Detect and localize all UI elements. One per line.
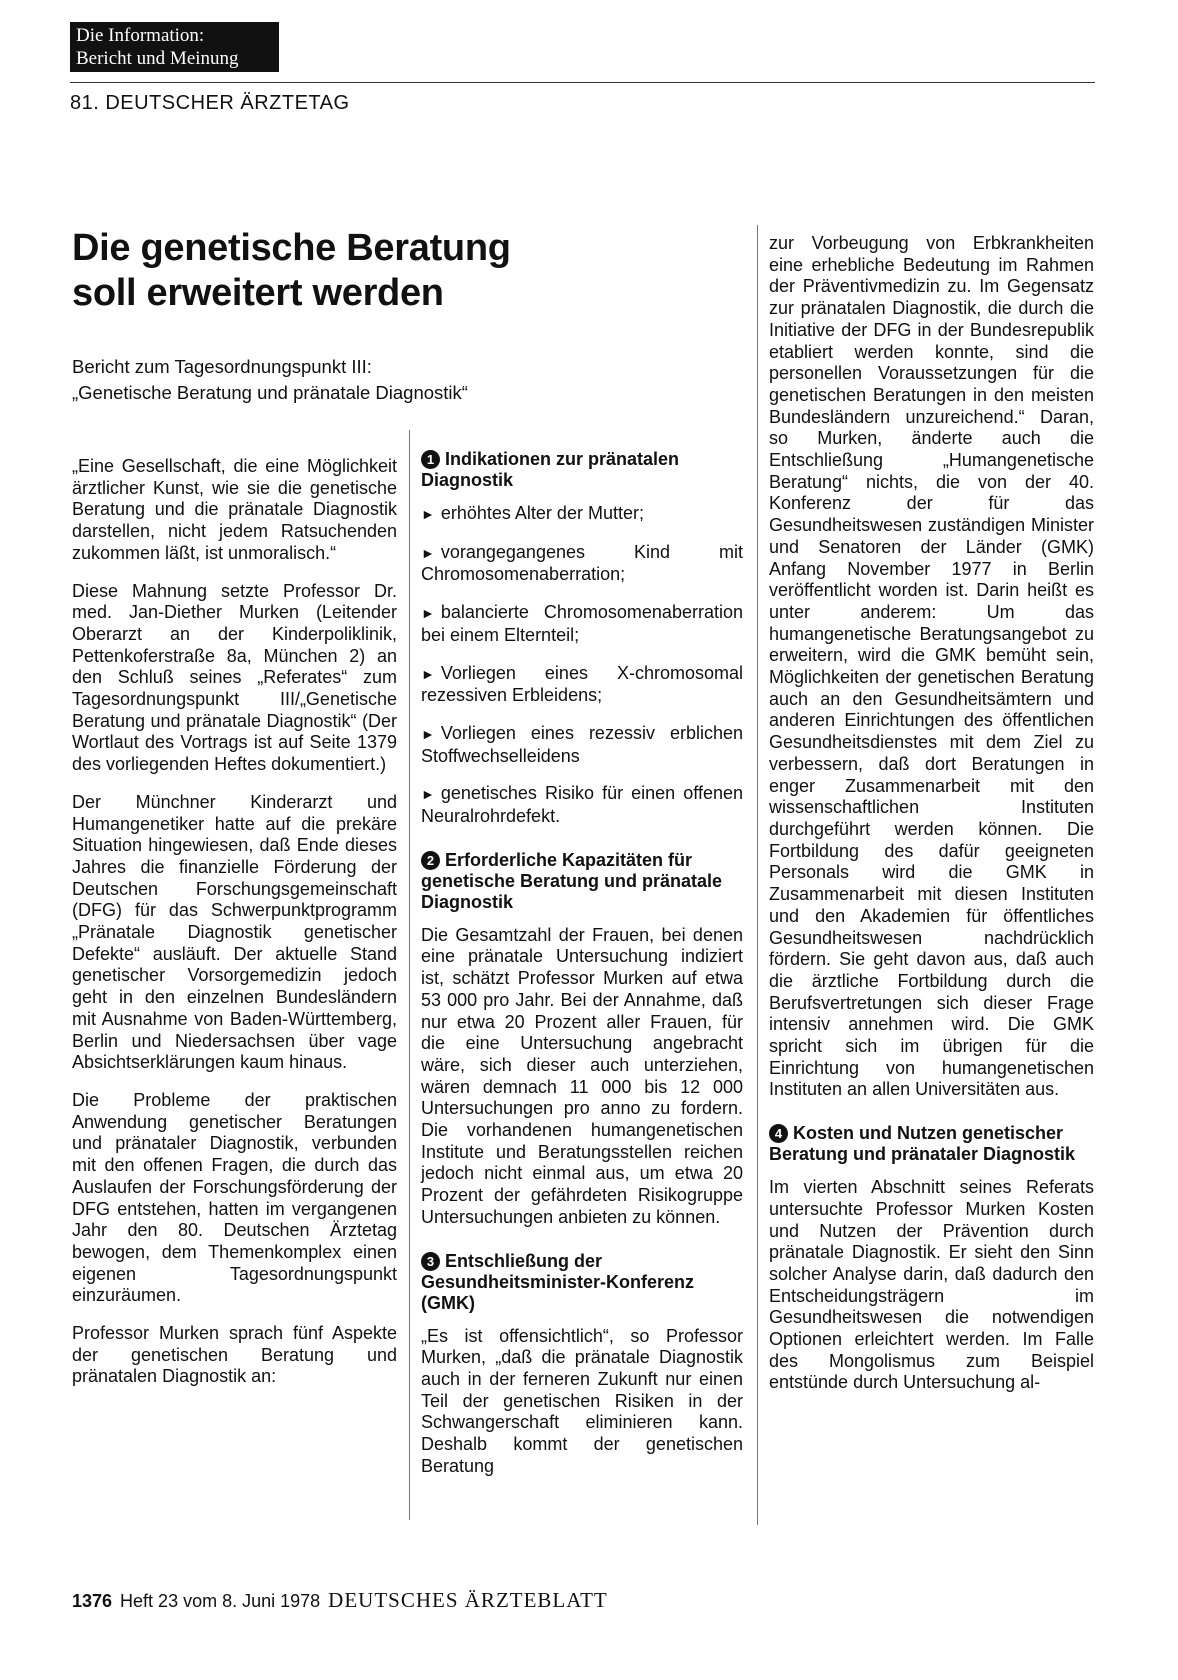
number-badge: 4 [769,1124,788,1143]
triangle-bullet-icon: ► [421,506,435,522]
list-item [421,602,743,646]
list-item-text: Vorliegen eines rezessiv erblichen Stoffwechselleidens [421,722,743,766]
subheading-4 [769,1123,1094,1165]
list-item-text: genetisches Risiko für einen offenen Neuralrohrdefekt. [421,783,743,827]
subheading-text: Indikationen zur pränatalen Diagnostik [421,449,680,490]
subtitle-line-1: Bericht zum Tagesordnungspunkt III: [72,356,372,377]
paragraph: Diese Mahnung setzte Professor Dr. med. Jan-Diether Murken (Leitender Oberarzt an der Kinderpoliklinik, Pettenkoferstraße 8a, München 2) an den Schluß seines „Referates“ zum Tagesordnungspunkt III/„Genetische Beratung und pränatale Diagnostik“ (Der Wortlaut des Vortrags ist auf Seite 1379 des vorliegenden Heftes dokumentiert.) [72,580,397,775]
triangle-bullet-icon: ► [421,665,435,682]
subheading-text: Erforderliche Kapazitäten für genetische Beratung und pränatale Diagnostik [421,849,723,912]
list-item [421,723,743,767]
triangle-bullet-icon: ► [421,544,435,561]
list-item-text: vorangegangenes Kind mit Chromosomenaberration; [421,541,743,585]
number-badge: 2 [421,851,440,870]
paragraph: Im vierten Abschnitt seines Referats untersuchte Professor Murken Kosten und Nutzen der Prävention durch pränatale Diagnostik. Er sieht den Sinn solcher Analyse darin, daß dadurch den Entscheidungsträgern im Gesundheitswesen die notwendigen Optionen erleichtert werden. Im Falle des Mongolismus zum Beispiel entstünde durch Untersuchung al- [769,1177,1094,1393]
issue-info: Heft 23 vom 8. Juni 1978 [120,1591,321,1611]
subtitle-line-2: „Genetische Beratung und pränatale Diagnostik“ [72,382,468,403]
column-1 [72,456,397,1404]
article-title [72,226,511,316]
column-3 [769,233,1094,1410]
number-badge: 1 [421,450,440,469]
paragraph: Die Gesamtzahl der Frauen, bei denen eine pränatale Untersuchung indiziert ist, schätzt Professor Murken auf etwa 53 000 pro Jahr. Bei der Annahme, daß nur etwa 20 Prozent aller Frauen, für die eine Untersuchung angebracht wäre, sich dieser auch unterziehen, wären demnach 11 000 bis 12 000 Untersuchungen pro anno zu fordern. Die vorhandenen humangenetischen Institute und Beratungsstellen reichen jedoch nicht einmal aus, um etwa 20 Prozent der gefährdeten Risikogruppe Untersuchungen anbieten zu können. [421,924,743,1227]
subheading-text: Entschließung der Gesundheitsminister-Konferenz (GMK) [421,1250,695,1313]
section-heading: 81. DEUTSCHER ÄRZTETAG [70,92,350,114]
list-item-text: Vorliegen eines X-chromosomal rezessiven Erbleidens; [421,662,743,706]
paragraph: „Eine Gesellschaft, die eine Möglichkeit ärztlicher Kunst, wie sie die genetische Beratung und die pränatale Diagnostik darstellen, nicht jedem Ratsuchenden zukommen läßt, ist unmoralisch.“ [72,456,397,563]
list-item-text: erhöhtes Alter der Mutter; [440,503,644,523]
number-badge: 3 [421,1252,440,1271]
rubric-line-1: Die Information: [76,25,205,46]
paragraph: zur Vorbeugung von Erbkrankheiten eine erhebliche Bedeutung im Rahmen der Präventivmedizin zu. Im Gegensatz zur pränatalen Diagnostik, die durch die Initiative der DFG in der Bundesrepublik etabliert werden konnte, sind die personellen Voraussetzungen für die genetischen Beratungen in den meisten Bundesländern unzureichend.“ Daran, so Murken, änderte auch die Entschließung „Humangenetische Beratung“ nichts, die von der 40. Konferenz der für das Gesundheitswesen zuständigen Minister und Senatoren der Länder (GMK) Anfang November 1977 in Berlin veröffentlicht worden ist. Darin heißt es unter anderem: Um das humangenetische Beratungsangebot zu erweitern, wird die GMK bemüht sein, Möglichkeiten der genetischen Beratung auch an den Gesundheitsämtern und anderen Einrichtungen des öffentlichen Gesundheitsdienstes mit dem Ziel zu verbessern, daß dort Beratungen in enger Zusammenarbeit mit den wissenschaftlichen Instituten durchgeführt werden können. Die Fortbildung des dafür geeigneten Personals wird die GMK in Zusammenarbeit mit diesen Instituten und den Akademien für öffentliches Gesundheitswesen nachdrücklich fördern. Sie geht davon aus, daß auch die ärztliche Fortbildung durch die Berufsvertretungen sich dieser Frage intensiv annehmen wird. Die GMK spricht sich im übrigen für die Einrichtung von humangenetischen Instituten an allen Universitäten aus. [769,233,1094,1100]
triangle-bullet-icon: ► [421,605,435,622]
paragraph: Der Münchner Kinderarzt und Humangenetiker hatte auf die prekäre Situation hingewiesen, daß Ende dieses Jahres die finanzielle Förderung der Deutschen Forschungsgemeinschaft (DFG) für das Schwerpunktprogramm „Pränatale Diagnostik genetischer Defekte“ ausläuft. Der aktuelle Stand genetischer Vorsorgemedizin jedoch geht in den einzelnen Bundesländern mit Ausnahme von Baden-Württemberg, Berlin und Niedersachsen über vage Absichtserklärungen kaum hinaus. [72,791,397,1073]
journal-name: DEUTSCHES ÄRZTEBLATT [328,1588,608,1612]
column-2 [421,449,743,1494]
subheading-1 [421,449,743,491]
triangle-bullet-icon: ► [421,725,435,742]
page-number: 1376 [72,1591,113,1611]
paragraph: „Es ist offensichtlich“, so Professor Murken, „daß die pränatale Diagnostik auch in der ferneren Zukunft nur einen Teil der genetischen Risiken in der Schwangerschaft eliminieren kann. Deshalb kommt der genetischen Beratung [421,1325,743,1476]
article-subtitle [72,354,468,406]
triangle-bullet-icon: ► [421,786,435,803]
title-line-2: soll erweitert werden [72,272,444,314]
column-divider-2 [757,225,758,1525]
page-footer [72,1588,608,1613]
list-item [421,783,743,827]
column-divider-1 [409,430,410,1520]
subheading-text: Kosten und Nutzen genetischer Beratung und pränataler Diagnostik [769,1123,1076,1165]
list-item [421,542,743,586]
rubric-badge [70,22,279,72]
list-item [421,663,743,707]
title-line-1: Die genetische Beratung [72,227,511,269]
list-item [421,503,743,526]
paragraph: Professor Murken sprach fünf Aspekte der genetischen Beratung und pränatalen Diagnostik an: [72,1323,397,1387]
subheading-3 [421,1251,743,1314]
header-rule [70,82,1095,83]
paragraph: Die Probleme der praktischen Anwendung genetischer Beratungen und pränataler Diagnostik, verbunden mit den offenen Fragen, die durch das Auslaufen der Forschungsförderung der DFG entstehen, hatten im vergangenen Jahr den 80. Deutschen Ärztetag bewogen, dem Themenkomplex einen eigenen Tagesordnungspunkt einzuräumen. [72,1089,397,1306]
list-item-text: balancierte Chromosomenaberration bei einem Elternteil; [421,602,743,645]
rubric-line-2: Bericht und Meinung [76,48,239,69]
subheading-2 [421,850,743,913]
